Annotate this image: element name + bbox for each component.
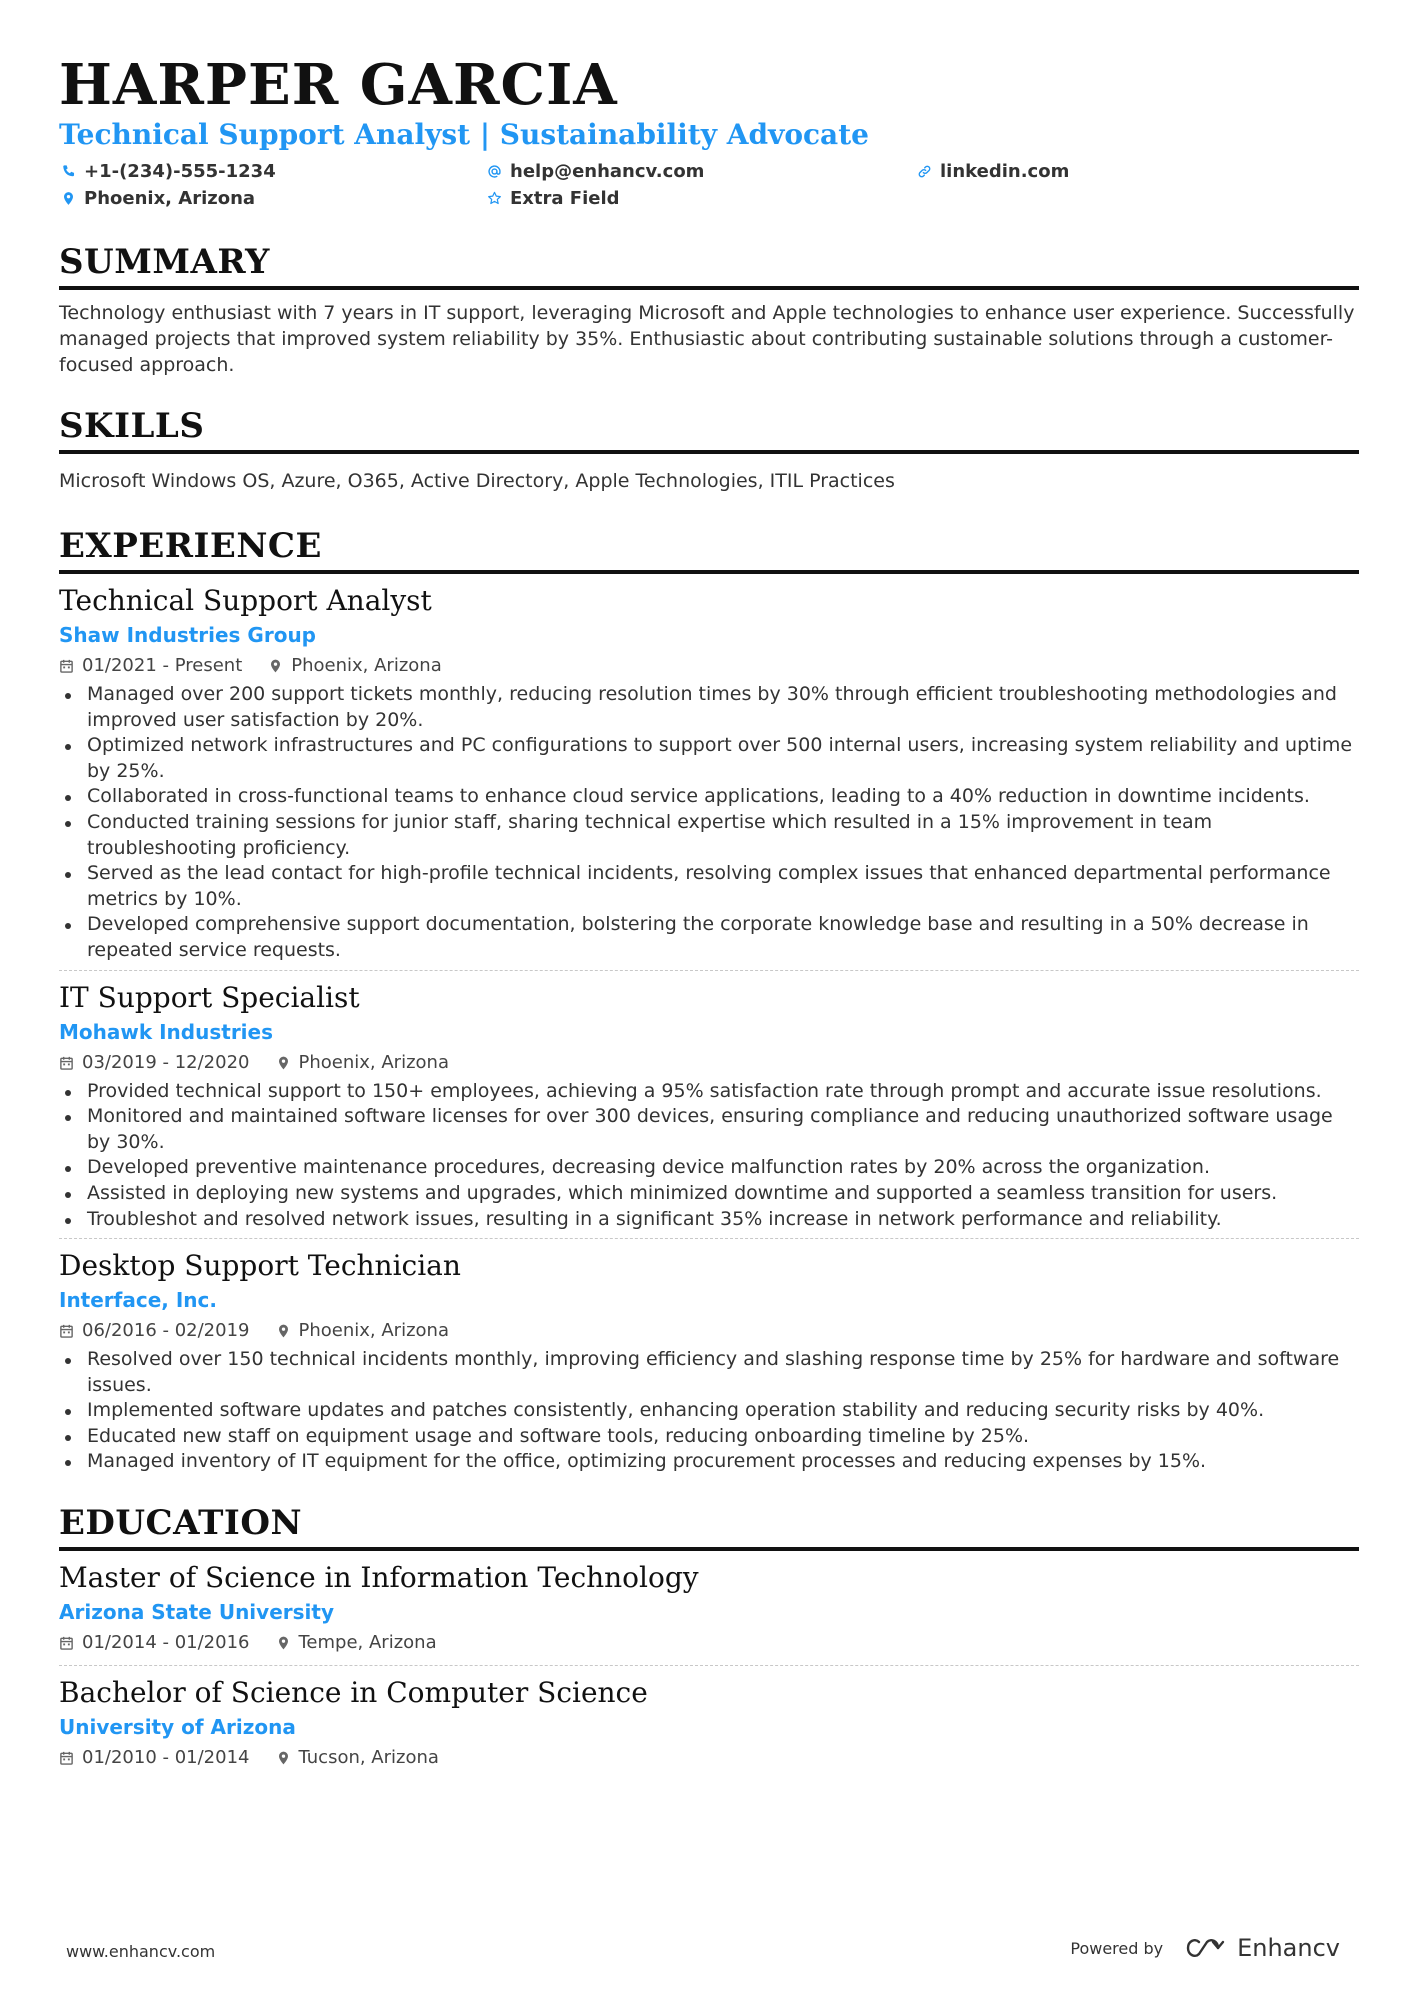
education-entry [59,1551,1359,1659]
bullet-item: Assisted in deploying new systems and upgrades, which minimized downtime and supported a seamless transition for users. [59,1181,1359,1207]
job-bullets [59,1079,1359,1233]
contact-location [61,185,255,211]
location-pin-icon [276,1750,291,1766]
enhancv-brand[interactable] [1185,1934,1340,1962]
bullet-item: Managed inventory of IT equipment for the office, optimizing procurement processes and reducing expenses by 15%. [59,1449,1359,1475]
skills-heading: SKILLS [59,404,1359,454]
resume-page [59,50,1359,1774]
bullet-item: Served as the lead contact for high-profile technical incidents, resolving complex issues that enhanced departmental performance metrics by 10%. [59,861,1359,912]
at-icon [487,164,502,179]
job-title: Desktop Support Technician [59,1249,461,1283]
summary-section [59,240,1359,378]
powered-by-label: Powered by [1070,1938,1164,1958]
experience-entry [59,1238,1359,1475]
calendar-icon [59,1750,74,1766]
linkedin-text: linkedin.com [940,160,1070,182]
job-dates: 01/2021 - Present [82,655,243,676]
experience-heading: EXPERIENCE [59,524,1359,574]
calendar-icon [59,1323,74,1339]
location-pin-icon [268,658,283,674]
education-entry [59,1665,1359,1774]
location-pin-icon [61,191,76,206]
bullet-item: Conducted training sessions for junior staff, sharing technical expertise which resulted in a 15% improvement in team troubleshooting proficiency. [59,810,1359,861]
skills-text: Microsoft Windows OS, Azure, O365, Active Directory, Apple Technologies, ITIL Practices [59,470,895,492]
job-meta [59,1047,1359,1079]
contact-phone[interactable] [61,158,276,184]
job-dates: 06/2016 - 02/2019 [82,1320,250,1342]
contact-email[interactable] [487,158,704,184]
bullet-item: Developed comprehensive support documentation, bolstering the corporate knowledge base and resulting in a 50% decrease in repeated service requests. [59,912,1359,963]
summary-text: Technology enthusiast with 7 years in IT support, leveraging Microsoft and Apple technologies to enhance user experience. Successfully managed projects that improved system reliability by 35%. Enthusiastic about contributing sustainable solutions through a customer-focused approach. [59,302,1355,376]
bullet-item: Managed over 200 support tickets monthly, reducing resolution times by 30% through efficient troubleshooting methodologies and improved user satisfaction by 20%. [59,682,1359,733]
candidate-name: HARPER GARCIA [59,52,618,118]
star-icon [487,191,502,206]
experience-entry [59,574,1359,964]
link-icon [917,164,932,179]
bullet-item: Implemented software updates and patches consistently, enhancing operation stability and reducing security risks by 40%. [59,1398,1359,1424]
education-heading: EDUCATION [59,1501,1359,1551]
job-location: Phoenix, Arizona [298,1320,449,1342]
education-dates: 01/2014 - 01/2016 [82,1632,250,1654]
extra-field-text: Extra Field [510,187,620,209]
summary-heading: SUMMARY [59,240,1359,290]
bullet-item: Troubleshot and resolved network issues, resulting in a significant 35% increase in network performance and reliability. [59,1207,1359,1233]
skills-section [59,404,1359,494]
experience-entry [59,970,1359,1233]
calendar-icon [59,1635,74,1651]
school-name[interactable]: Arizona State University [59,1600,334,1625]
bullet-item: Educated new staff on equipment usage and software tools, reducing onboarding timeline by 25%. [59,1424,1359,1450]
contact-info [59,158,1359,214]
job-title: IT Support Specialist [59,980,360,1014]
calendar-icon [59,658,74,674]
location-pin-icon [276,1323,291,1339]
bullet-item: Collaborated in cross-functional teams to enhance cloud service applications, leading to a 40% reduction in downtime incidents. [59,784,1359,810]
contact-linkedin[interactable] [917,158,1069,184]
education-meta [59,1742,1359,1774]
bullet-item: Monitored and maintained software licenses for over 300 devices, ensuring compliance and reducing unauthorized software usage by 30%. [59,1104,1359,1155]
degree-title: Bachelor of Science in Computer Science [59,1676,648,1710]
bullet-item: Provided technical support to 150+ employees, achieving a 95% satisfaction rate through prompt and accurate issue resolutions. [59,1079,1359,1105]
job-dates: 03/2019 - 12/2020 [82,1051,250,1073]
location-pin-icon [276,1635,291,1651]
education-location: Tucson, Arizona [298,1747,439,1769]
education-location: Tempe, Arizona [298,1632,437,1654]
calendar-icon [59,1055,74,1071]
job-meta [59,1315,1359,1347]
footer-website[interactable]: www.enhancv.com [66,1942,216,1961]
school-name[interactable]: University of Arizona [59,1715,296,1740]
brand-name: Enhancv [1237,1934,1340,1962]
education-meta [59,1627,1359,1659]
phone-icon [61,164,76,179]
job-location: Phoenix, Arizona [291,655,442,676]
bullet-item: Resolved over 150 technical incidents monthly, improving efficiency and slashing response time by 25% for hardware and software issues. [59,1347,1359,1398]
job-title: Technical Support Analyst [59,584,432,617]
experience-section [59,524,1359,1475]
enhancv-logo-icon [1185,1936,1229,1960]
company-name[interactable]: Interface, Inc. [59,1288,217,1313]
location-pin-icon [276,1055,291,1071]
resume-header [59,50,1359,214]
location-text: Phoenix, Arizona [84,187,256,209]
contact-extra [487,185,620,211]
email-text: help@enhancv.com [510,160,705,182]
job-location: Phoenix, Arizona [298,1051,449,1073]
candidate-headline: Technical Support Analyst | Sustainability Advocate [59,118,869,151]
job-bullets [59,682,1359,964]
degree-title: Master of Science in Information Technology [59,1561,699,1595]
bullet-item: Developed preventive maintenance procedures, decreasing device malfunction rates by 20% across the organization. [59,1155,1359,1181]
company-name[interactable]: Mohawk Industries [59,1019,274,1044]
phone-text: +1-(234)-555-1234 [84,160,276,182]
education-dates: 01/2010 - 01/2014 [82,1747,250,1769]
job-meta [59,650,1359,682]
powered-by [1070,1934,1340,1962]
education-section [59,1501,1359,1774]
bullet-item: Optimized network infrastructures and PC configurations to support over 500 internal users, increasing system reliability and uptime by 25%. [59,733,1359,784]
company-name[interactable]: Shaw Industries Group [59,623,317,647]
job-bullets [59,1347,1359,1475]
